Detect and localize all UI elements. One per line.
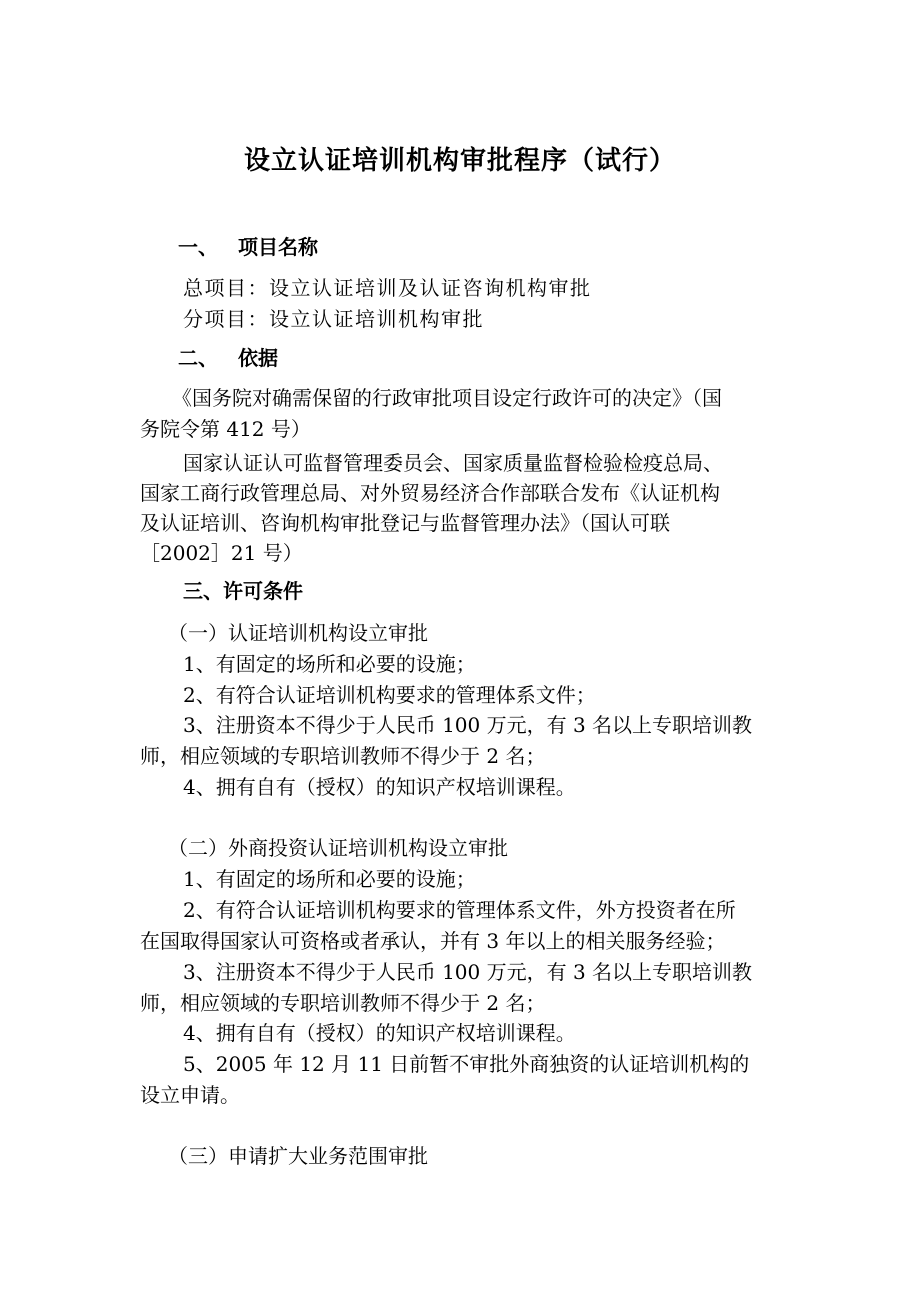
sub-2-item-5-line-2: 设立申请。 bbox=[140, 1083, 240, 1107]
sub-2-item-3-line-2: 师，相应领域的专职培训教师不得少于 2 名； bbox=[140, 991, 546, 1015]
sub-2-item-4: 4、拥有自有（授权）的知识产权培训课程。 bbox=[183, 1021, 576, 1045]
sub-1-item-3-line-1: 3、注册资本不得少于人民币 100 万元，有 3 名以上专职培训教 bbox=[183, 713, 753, 737]
section-2-paragraph-1-line-1: 《国务院对确需保留的行政审批项目设定行政许可的决定》（国 bbox=[172, 386, 722, 410]
section-2-paragraph-2-line-4: ［2002］21 号） bbox=[140, 541, 303, 565]
section-1-heading-number: 一、 bbox=[178, 235, 218, 259]
section-2-heading-text: 依据 bbox=[238, 346, 278, 370]
sub-2-item-5-line-1: 5、2005 年 12 月 11 日前暂不审批外商独资的认证培训机构的 bbox=[183, 1052, 750, 1076]
section-2-paragraph-1-line-2: 务院令第 412 号） bbox=[140, 417, 311, 441]
section-1-line-2: 分项目：设立认证培训机构审批 bbox=[183, 307, 484, 331]
section-1-line-1: 总项目：设立认证培训及认证咨询机构审批 bbox=[183, 276, 592, 300]
sub-1-item-4: 4、拥有自有（授权）的知识产权培训课程。 bbox=[183, 775, 576, 799]
sub-2-title: （二）外商投资认证培训机构设立审批 bbox=[168, 836, 508, 860]
section-2-paragraph-2-line-2: 国家工商行政管理总局、对外贸易经济合作部联合发布《认证机构 bbox=[140, 481, 720, 505]
sub-1-item-3-line-2: 师，相应领域的专职培训教师不得少于 2 名； bbox=[140, 744, 546, 768]
sub-1-item-1: 1、有固定的场所和必要的设施； bbox=[183, 652, 476, 676]
sub-2-item-2-line-1: 2、有符合认证培训机构要求的管理体系文件，外方投资者在所 bbox=[183, 898, 736, 922]
section-1-heading-text: 项目名称 bbox=[238, 235, 318, 259]
sub-2-item-3-line-1: 3、注册资本不得少于人民币 100 万元，有 3 名以上专职培训教 bbox=[183, 960, 753, 984]
sub-2-item-2-line-2: 在国取得国家认可资格或者承认，并有 3 年以上的相关服务经验； bbox=[140, 929, 726, 953]
sub-2-item-1: 1、有固定的场所和必要的设施； bbox=[183, 867, 476, 891]
sub-1-item-2: 2、有符合认证培训机构要求的管理体系文件； bbox=[183, 683, 596, 707]
section-2-paragraph-2-line-1: 国家认证认可监督管理委员会、国家质量监督检验检疫总局、 bbox=[183, 451, 723, 475]
section-2-heading-number: 二、 bbox=[178, 346, 218, 370]
section-3-heading: 三、许可条件 bbox=[183, 579, 303, 603]
section-2-paragraph-2-line-3: 及认证培训、咨询机构审批登记与监督管理办法》（国认可联 bbox=[140, 511, 670, 535]
sub-1-title: （一）认证培训机构设立审批 bbox=[168, 621, 428, 645]
sub-3-title: （三）申请扩大业务范围审批 bbox=[168, 1144, 428, 1168]
document-title: 设立认证培训机构审批程序（试行） bbox=[243, 146, 676, 176]
